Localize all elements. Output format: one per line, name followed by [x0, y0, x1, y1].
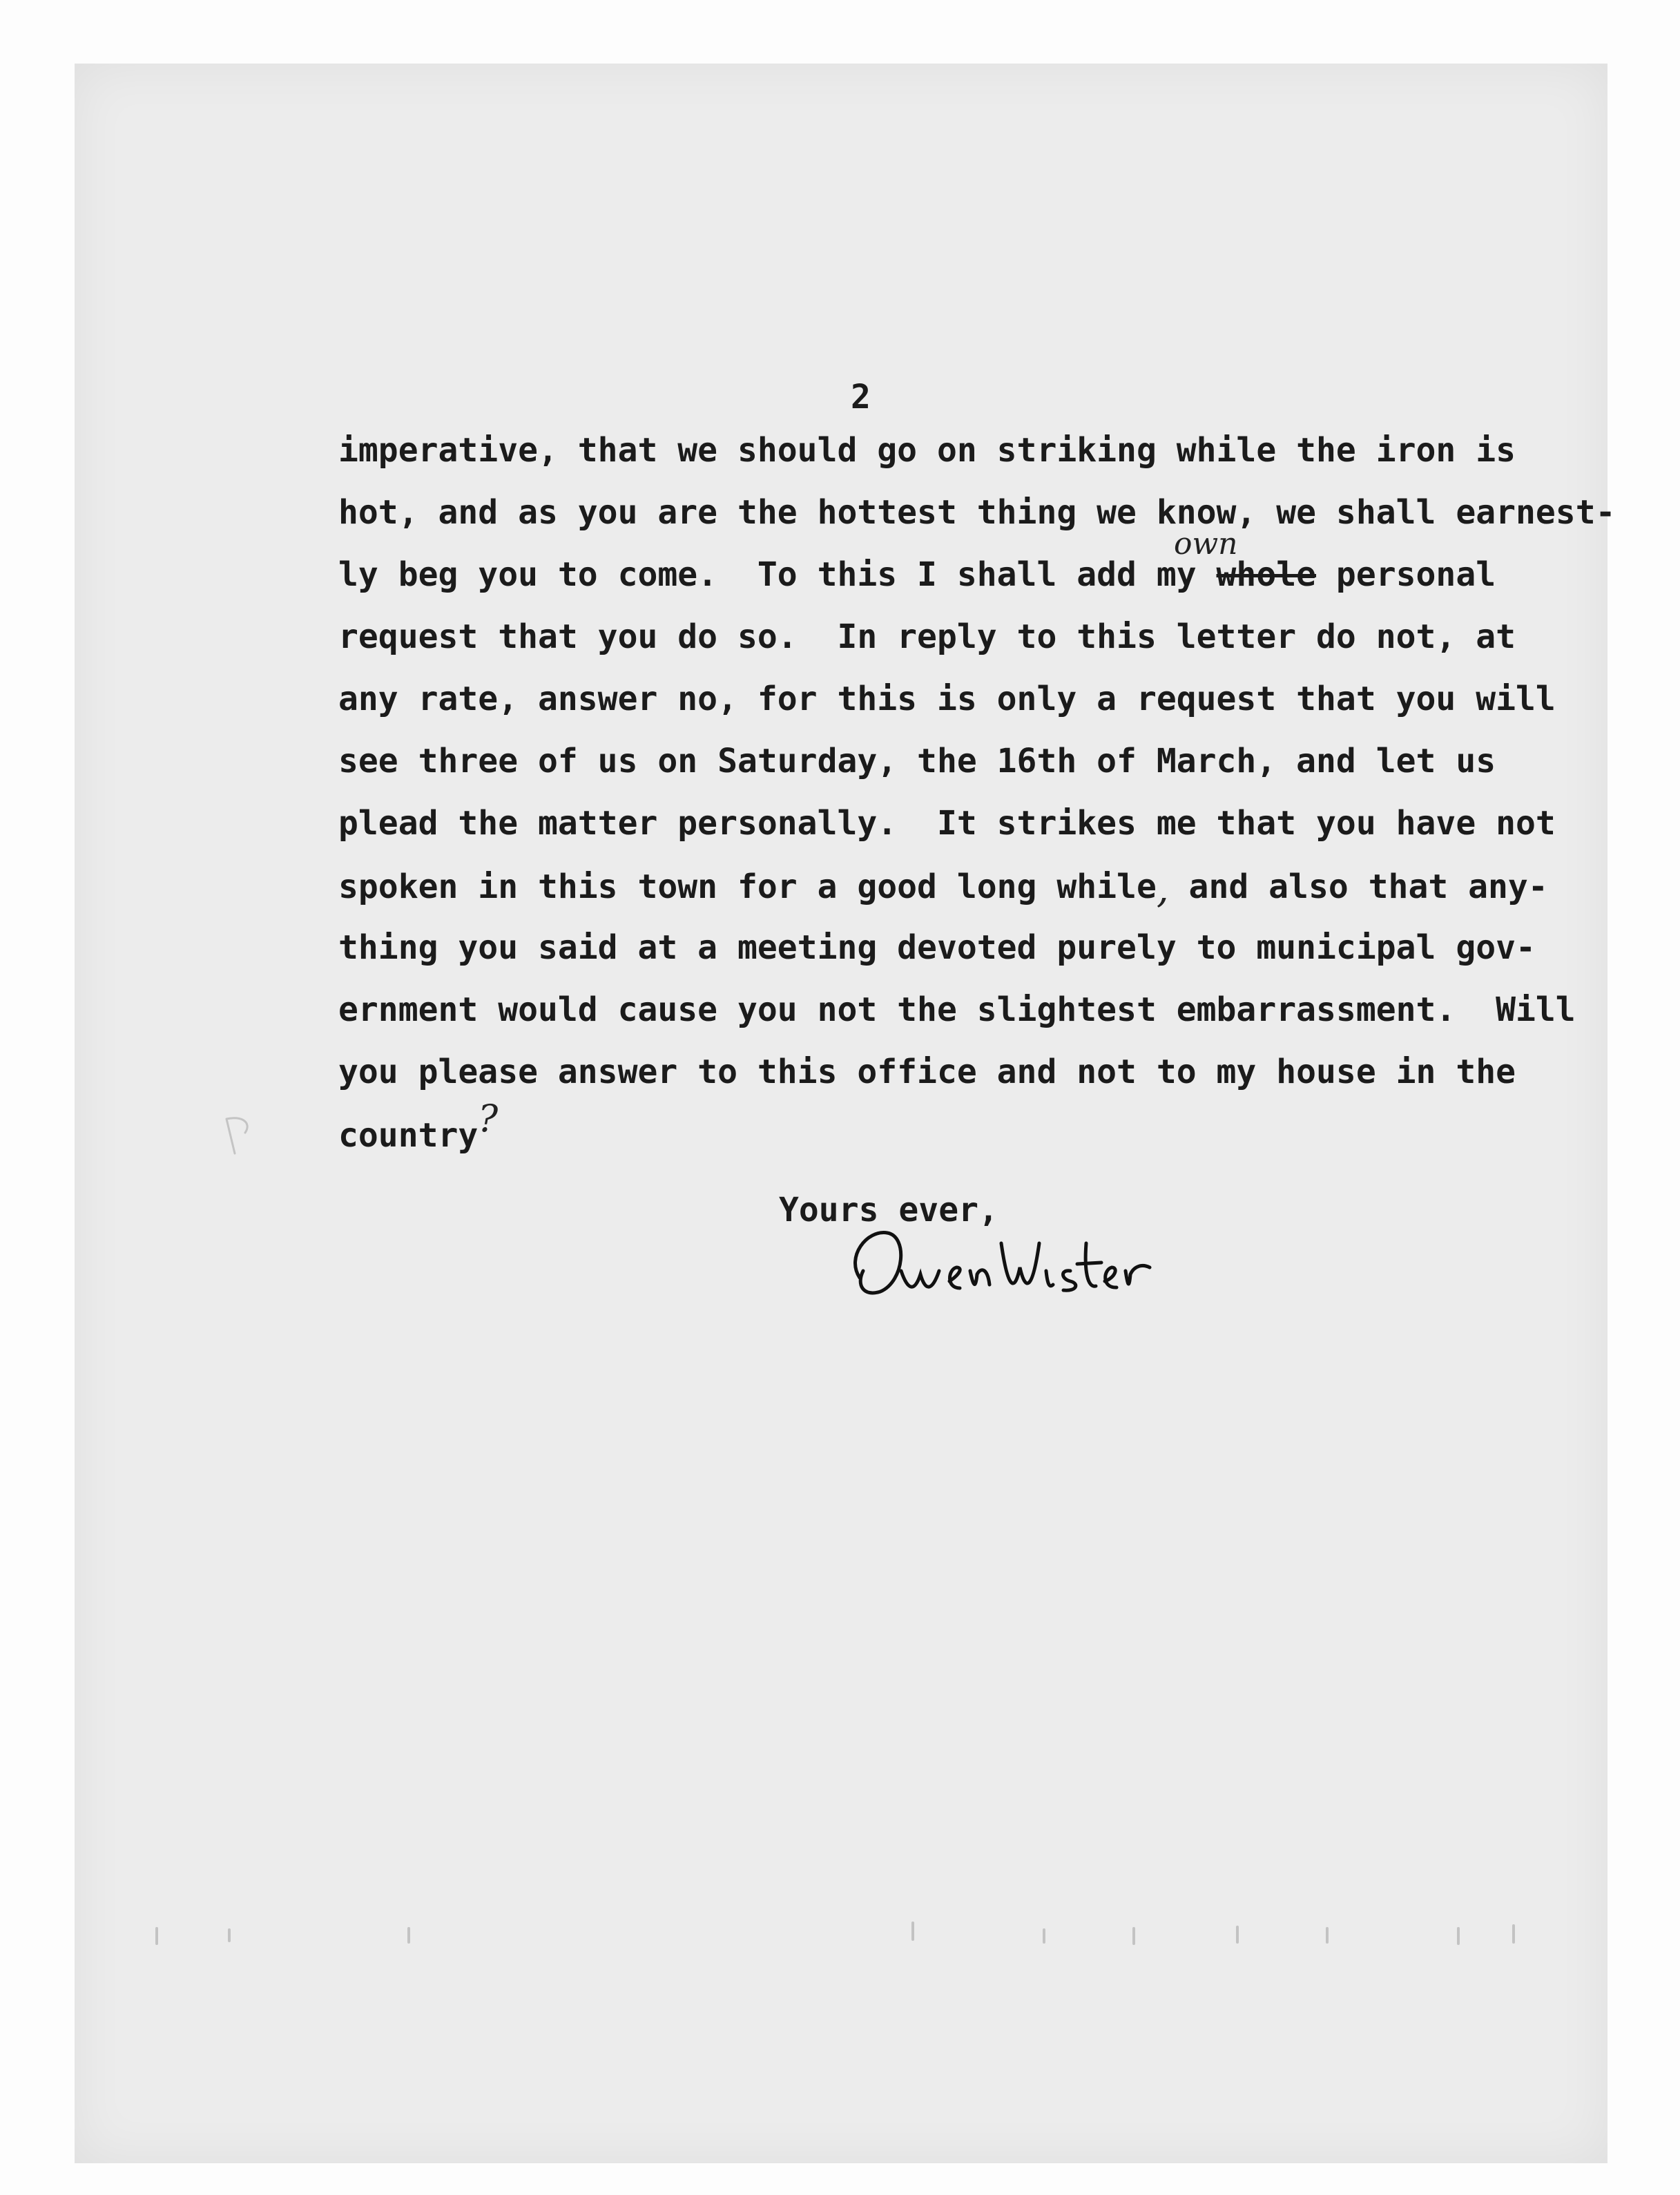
page-number: 2: [851, 378, 871, 416]
signature: [839, 1216, 1170, 1319]
handwritten-question-mark: ?: [478, 1097, 499, 1140]
letter-line-6: see three of us on Saturday, the 16th of March, and let us: [338, 742, 1496, 780]
smudge-2: [228, 1928, 231, 1942]
letter-line-12-text: country: [338, 1116, 479, 1155]
closing: Yours ever,: [779, 1191, 998, 1229]
handwritten-comma: ,: [1156, 867, 1169, 912]
smudge-6: [1132, 1927, 1135, 1945]
letter-page: [75, 64, 1607, 2163]
letter-line-8: [338, 865, 1548, 912]
letter-line-5: any rate, answer no, for this is only a request that you will: [338, 680, 1556, 718]
smudge-10: [1512, 1924, 1515, 1944]
letter-line-8-start: spoken in this town for a good long while: [338, 868, 1157, 906]
letter-line-8-end: and also that any-: [1168, 868, 1548, 906]
letter-line-9: thing you said at a meeting devoted purely to municipal gov-: [338, 928, 1536, 967]
letter-line-7: plead the matter personally. It strikes me that you have not: [338, 804, 1556, 843]
smudge-8: [1326, 1927, 1329, 1944]
smudge-9: [1457, 1927, 1460, 1945]
handwritten-insertion: own: [1174, 526, 1238, 562]
smudge-1: [155, 1927, 158, 1945]
smudge-4: [911, 1921, 914, 1941]
letter-line-4: request that you do so. In reply to this letter do not, at: [338, 617, 1516, 656]
struck-word: whole: [1216, 555, 1317, 594]
letter-line-12: [338, 1097, 499, 1156]
smudge-5: [1043, 1928, 1045, 1944]
letter-line-2: hot, and as you are the hottest thing we know, we shall earnest-: [338, 493, 1616, 532]
smudge-3: [407, 1927, 410, 1944]
letter-line-10: ernment would cause you not the slightest embarrassment. Will: [338, 990, 1576, 1029]
smudge-7: [1236, 1926, 1239, 1944]
letter-line-3-start: ly beg you to come. To this I shall add my: [338, 555, 1217, 594]
letter-line-1: imperative, that we should go on striking while the iron is: [338, 431, 1516, 470]
margin-pencil-mark: [221, 1112, 262, 1160]
letter-line-3: [338, 554, 1496, 595]
letter-line-11: you please answer to this office and not to my house in the: [338, 1053, 1516, 1091]
letter-line-3-end: personal: [1316, 555, 1496, 594]
